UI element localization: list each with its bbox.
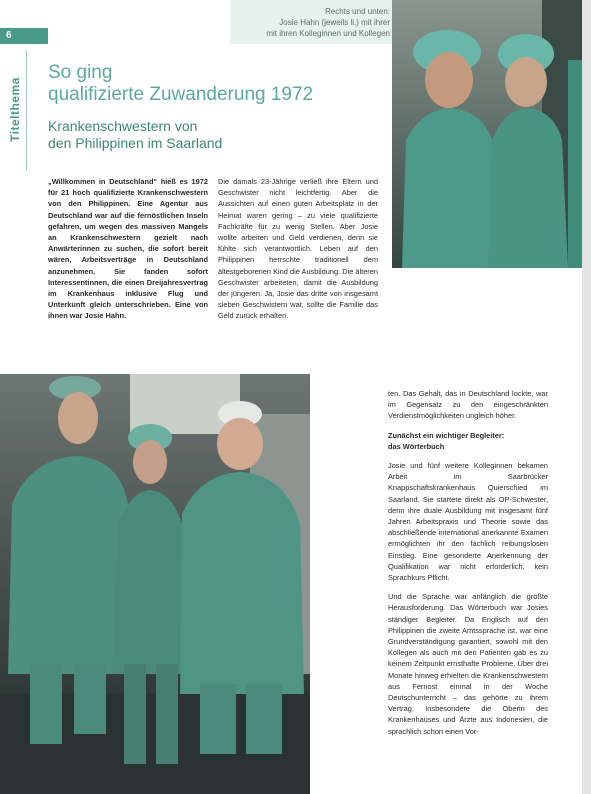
caption-line: Rechts und unten: (325, 7, 390, 16)
caption-line: Josie Hahn (jeweils li.) mit ihrer (279, 18, 390, 27)
page-edge (582, 0, 591, 794)
section-subhead (388, 430, 548, 452)
photo-three-staff (0, 374, 310, 794)
subtitle-line: den Philippinen im Saarland (48, 135, 223, 151)
right-column (388, 388, 548, 737)
subhead-line: das Wörterbuch (388, 441, 445, 451)
subtitle-line: Krankenschwestern von (48, 118, 198, 134)
caption-line: mit ihren Kolleginnen und Kollegen (266, 29, 390, 38)
article-subtitle (48, 118, 378, 152)
article-title (48, 62, 378, 106)
page-number: 6 (0, 28, 48, 44)
section-label (8, 52, 22, 142)
title-line: qualifizierte Zuwanderung 1972 (48, 84, 314, 105)
photo-two-nurses-graphic (392, 0, 591, 268)
body-paragraph: Und die Sprache war anfänglich die größte Herausforderung. Das Wörterbuch war Josies ständiger Begleiter. Da Englisch auf den Philippinen die zweite Amtssprache ist, war eine Grundverständigung garantiert, sowohl mit den Kollegen als auch mit den Patienten gab es zu keinem Zeitpunkt ernsthafte Probleme. Über drei Monate hinweg erhielten die Krankenschwestern aus Fernost einmal in der Woche Deutschunterricht – das gehörte zu ihrem Vertrag. Insbesondere die Oberin des Krankenhauses und Ärzte aus Indonesien, die sprachlich schon einen Vor- (388, 592, 548, 736)
section-divider (26, 50, 27, 170)
photo-three-staff-graphic (0, 374, 310, 794)
photo-two-nurses (392, 0, 591, 268)
lead-paragraph: „Willkommen in Deutschland" hieß es 1972 für 21 hoch qualifizierte Krankenschwestern von den Philippinen. Eine Agentur aus Deutschland war auf die fernöstlichen Inseln gefahren, um wegen des massiven Mangels an Krankenschwestern gezielt nach Anwärterinnen zu suchen, die sofort bereit wären, Arbeitsverträge in Deutschland anzunehmen. Sie fanden sofort Interessentinnen, die einen Dreijahresvertrag im Krankenhaus inklusive Flug und Unterkunft gleich unterschrieben. Eine von ihnen war Josie Hahn. (48, 177, 208, 321)
photo-caption (230, 0, 398, 44)
middle-column-text: Die damals 23-Jährige verließ ihre Eltern und Geschwister nicht leichtfertig. Aber die Aussichten auf einen guten Arbeitsplatz in der Heimat waren gering – zu viele qualifizierte Fachkräfte für zu wenig Stellen. Aber Josie wollte arbeiten und Geld verdienen, denn sie fühlte sich verantwortlich. Leben auf den Philippinen herrschte traditionell dem ältestgeborenen Kind die Ausbildung. Die älteren Geschwister arbeiteten, damit die Ausbildung der jüngeren. Ja, Josie das dritte von insgesamt sieben Geschwistern war, sollte die Familie das Geld zurück erhalten. (218, 177, 378, 321)
title-line: So ging (48, 62, 113, 83)
subhead-line: Zunächst ein wichtiger Begleiter: (388, 430, 505, 440)
right-intro: ten. Das Gehalt, das in Deutschland lockte, war im Gegensatz zu den eingeschränkten Verdienstmöglichkeiten ungleich höher. (388, 389, 548, 421)
body-paragraph: Josie und fünf weitere Kolleginnen bekamen Arbeit im Saarbrücker Knappschaftskrankenhaus Quierschied im Saarland. Sie startete direkt als OP-Schwester, denn ihre duale Ausbildung mit insgesamt fünf Jahren Arbeitspraxis und Theorie sowie das abschließende international anerkannte Examen ermöglichten ihr den fachlich reibungslosen Einstieg. Eine gesonderte Anerkennung der Qualifikation war nicht erforderlich, kein Sprachkurs Pflicht. (388, 461, 548, 583)
section-label-text: Titelthema (8, 77, 22, 142)
